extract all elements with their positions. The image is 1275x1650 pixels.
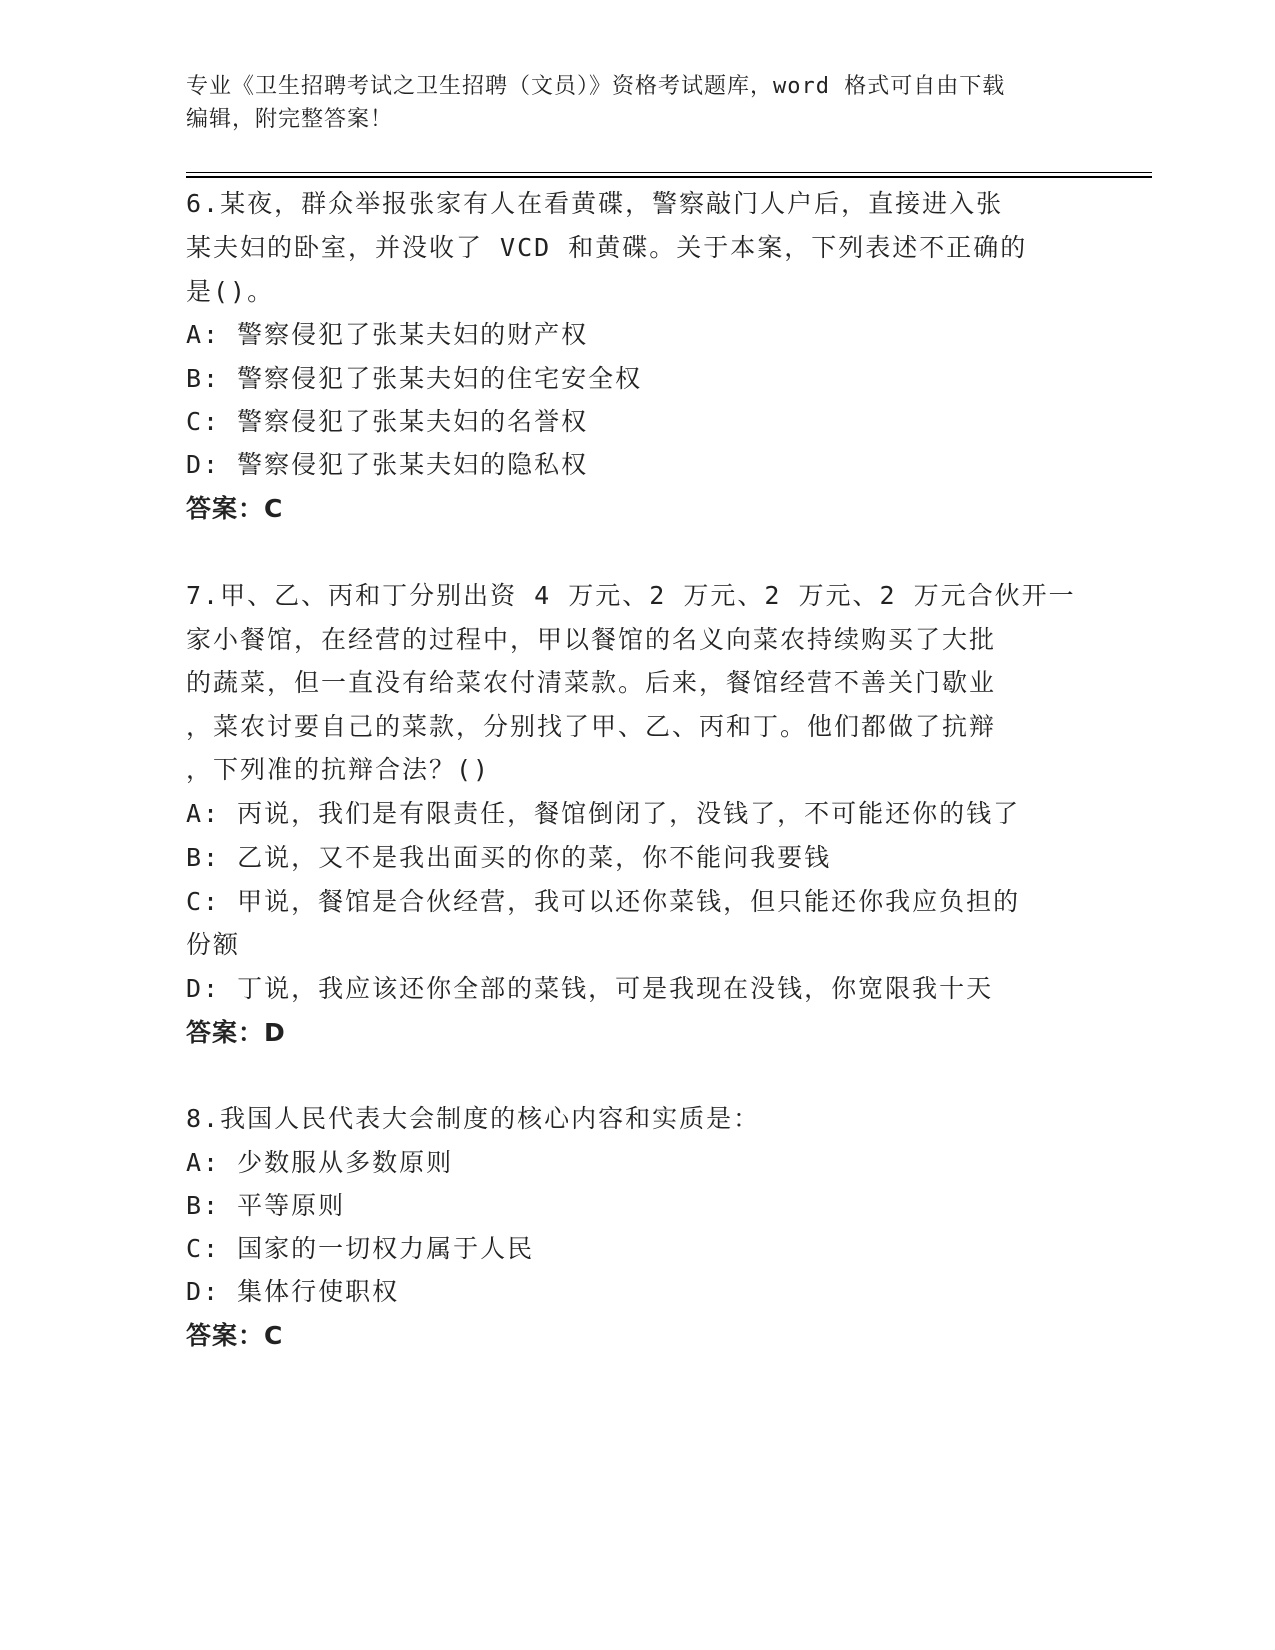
question-6-option-c: C: 警察侵犯了张某夫妇的名誉权 <box>186 407 589 436</box>
question-8-option-c: C: 国家的一切权力属于人民 <box>186 1234 535 1263</box>
question-8-option-d: D: 集体行使职权 <box>186 1277 400 1306</box>
question-7-option-d: D: 丁说，我应该还你全部的菜钱，可是我现在没钱，你宽限我十天 <box>186 974 994 1003</box>
question-8-option-a: A: 少数服从多数原则 <box>186 1148 454 1177</box>
question-7-answer: 答案：D <box>186 1018 286 1047</box>
question-7-option-a: A: 丙说，我们是有限责任，餐馆倒闭了，没钱了，不可能还你的钱了 <box>186 799 1021 828</box>
header-divider-thin <box>186 172 1152 173</box>
question-6-text-line-2: 某夫妇的卧室，并没收了 VCD 和黄碟。关于本案，下列表述不正确的 <box>186 233 1028 262</box>
question-7-text-line-1: 7.甲、乙、丙和丁分别出资 4 万元、2 万元、2 万元、2 万元合伙开一 <box>186 581 1076 610</box>
question-8-text-line-1: 8.我国人民代表大会制度的核心内容和实质是： <box>186 1104 761 1133</box>
question-6-option-b: B: 警察侵犯了张某夫妇的住宅安全权 <box>186 364 643 393</box>
header-line-2: 编辑，附完整答案！ <box>186 107 394 132</box>
question-6-text-line-1: 6.某夜，群众举报张家有人在看黄碟，警察敲门人户后，直接进入张 <box>186 189 1004 218</box>
header-line-1: 专业《卫生招聘考试之卫生招聘（文员）》资格考试题库，word 格式可自由下载 <box>186 74 1006 99</box>
header-divider-thick <box>186 176 1152 178</box>
question-6-option-a: A: 警察侵犯了张某夫妇的财产权 <box>186 320 589 349</box>
question-6-option-d: D: 警察侵犯了张某夫妇的隐私权 <box>186 450 589 479</box>
question-7-option-c: C: 甲说，餐馆是合伙经营，我可以还你菜钱，但只能还你我应负担的 <box>186 887 1021 916</box>
question-7-text-line-3: 的蔬菜，但一直没有给菜农付清菜款。后来，餐馆经营不善关门歇业 <box>186 668 997 697</box>
question-7-option-c-continued: 份额 <box>186 930 241 959</box>
question-6-answer: 答案：C <box>186 494 284 523</box>
question-8-answer: 答案：C <box>186 1321 284 1350</box>
question-6-text-line-3: 是()。 <box>186 277 275 306</box>
question-7-option-b: B: 乙说，又不是我出面买的你的菜，你不能问我要钱 <box>186 843 832 872</box>
question-7-text-line-4: ，菜农讨要自己的菜款，分别找了甲、乙、丙和丁。他们都做了抗辩 <box>186 712 997 741</box>
question-7-text-line-5: ，下列准的抗辩合法？() <box>186 755 491 784</box>
document-header <box>186 70 1066 136</box>
question-8-option-b: B: 平等原则 <box>186 1191 346 1220</box>
question-7-text-line-2: 家小餐馆，在经营的过程中，甲以餐馆的名义向菜农持续购买了大批 <box>186 625 997 654</box>
